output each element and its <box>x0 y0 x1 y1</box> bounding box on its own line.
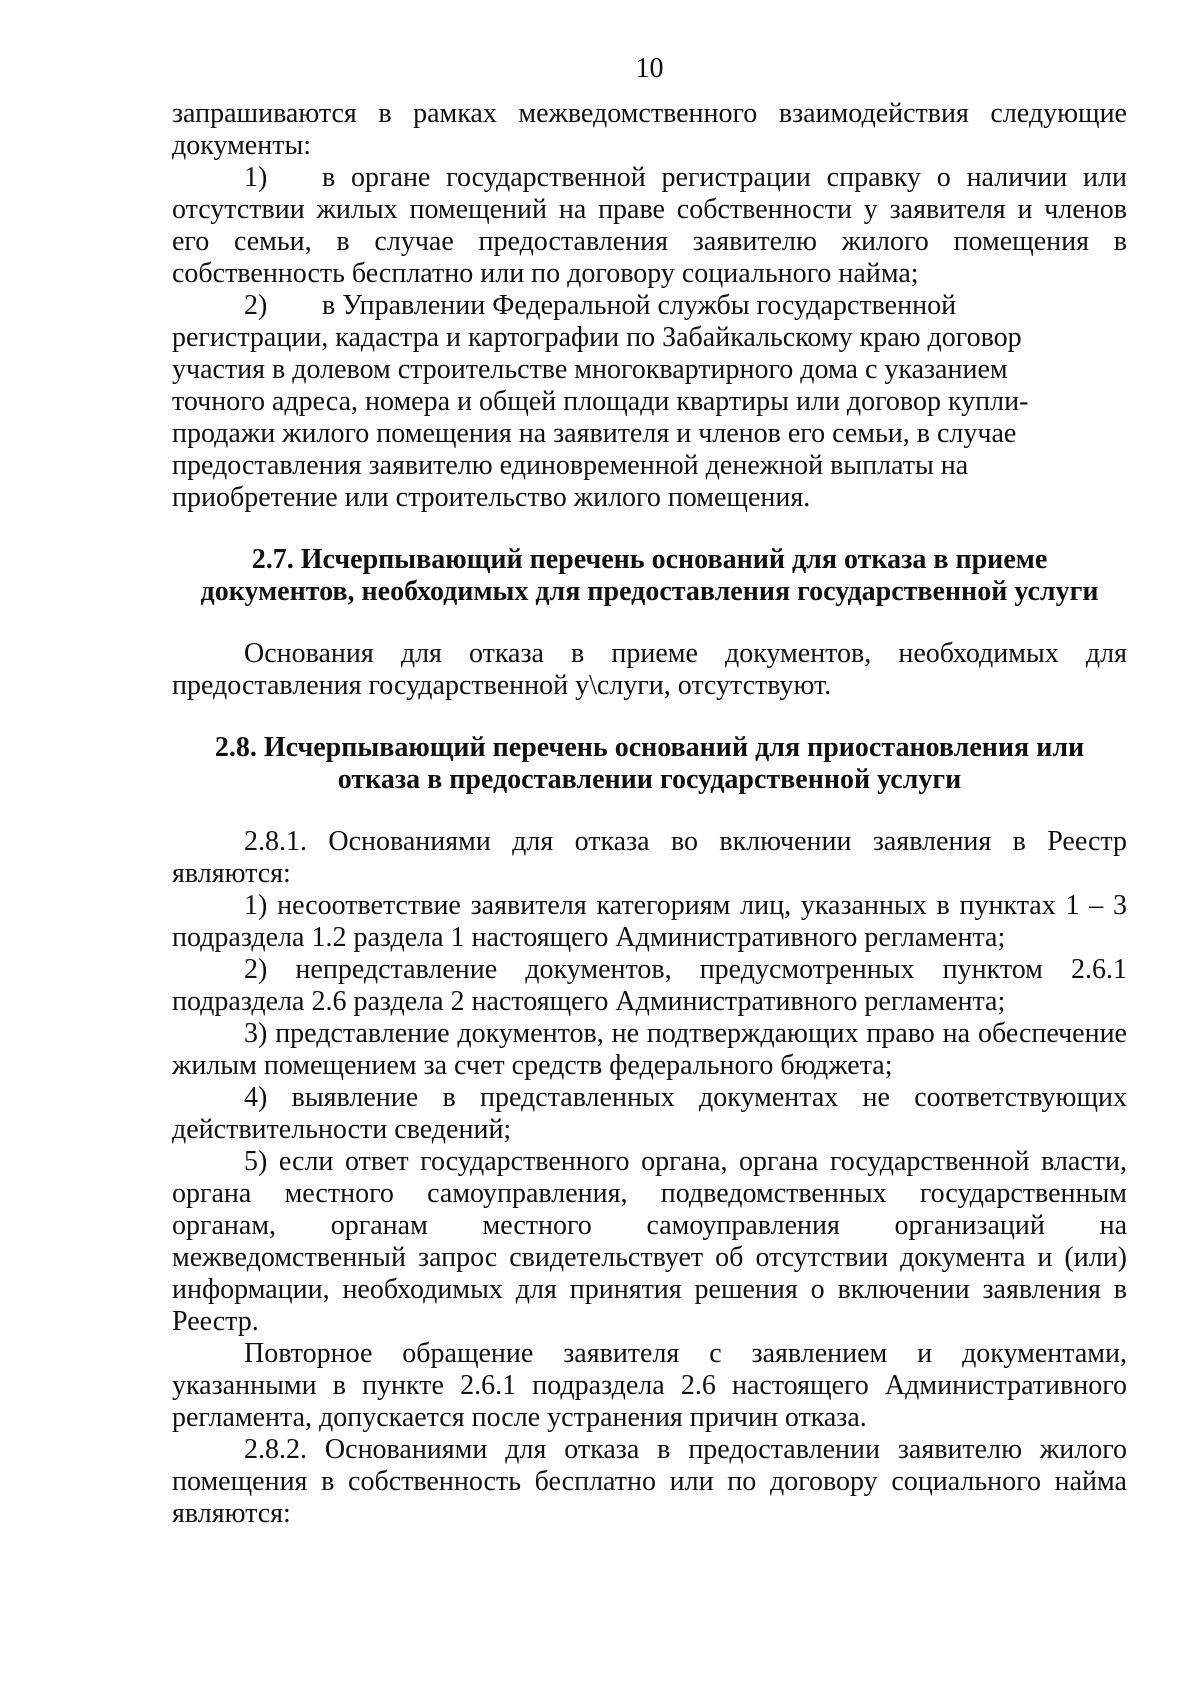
intro-list-item-2 <box>172 290 1127 514</box>
list-item-text: в органе государственной регистрации справку о наличии или отсутствии жилых помещений на праве собственности у заявителя и членов его семьи, в случае предоставления заявителю жилого помещения в собственность бесплатно или по договору социального найма; <box>172 162 1127 289</box>
list-item-line: продажи жилого помещения на заявителя и членов его семьи, в случае <box>172 418 1017 449</box>
list-item-line: точного адреса, номера и общей площади квартиры или договор купли- <box>172 386 1029 417</box>
reason-item-3: 3) представление документов, не подтверждающих право на обеспечение жилым помещением за счет средств федерального бюджета; <box>172 1018 1127 1081</box>
reason-item-1: 1) несоответствие заявителя категориям лиц, указанных в пунктах 1 – 3 подраздела 1.2 раздела 1 настоящего Административного регламента; <box>172 890 1127 953</box>
page-number: 10 <box>635 53 664 84</box>
list-number: 1) <box>244 162 268 193</box>
reason-item-4: 4) выявление в представленных документах не соответствующих действительности сведений; <box>172 1082 1127 1145</box>
list-item-text: в Управлении Федеральной службы государственной <box>322 290 957 321</box>
paragraph-2-8-1: 2.8.1. Основаниями для отказа во включении заявления в Реестр являются: <box>172 826 1127 889</box>
section-heading-2-7: 2.7. Исчерпывающий перечень оснований для отказа в приеме документов, необходимых для предоставления государственной услуги <box>200 544 1099 607</box>
repeat-application-paragraph: Повторное обращение заявителя с заявлением и документами, указанными в пункте 2.6.1 подраздела 2.6 настоящего Административного регламента, допускается после устранения причин отказа. <box>172 1338 1127 1433</box>
paragraph-2-8-2: 2.8.2. Основаниями для отказа в предоставлении заявителю жилого помещения в собственность бесплатно или по договору социального найма являются: <box>172 1434 1127 1529</box>
list-item-line: регистрации, кадастра и картографии по Забайкальскому краю договор <box>172 322 1022 353</box>
list-item-line <box>172 290 1127 322</box>
intro-paragraph: запрашиваются в рамках межведомственного взаимодействия следующие документы: <box>172 98 1127 161</box>
document-page <box>172 52 1127 1530</box>
intro-list-item-1 <box>172 162 1127 290</box>
list-item-line: участия в долевом строительстве многоквартирного дома с указанием <box>172 354 1008 385</box>
reason-item-5: 5) если ответ государственного органа, органа государственной власти, органа местного самоуправления, подведомственных государственным органам, органам местного самоуправления организаций на межведомственный запрос свидетельствует об отсутствии документа и (или) информации, необходимых для принятия решения о включении заявления в Реестр. <box>172 1146 1127 1337</box>
section-heading-2-8: 2.8. Исчерпывающий перечень оснований для приостановления или отказа в предоставлении государственной услуги <box>214 732 1085 795</box>
list-item-line: приобретение или строительство жилого помещения. <box>172 482 811 513</box>
list-item-line: предоставления заявителю единовременной денежной выплаты на <box>172 450 969 481</box>
list-number: 2) <box>244 290 268 321</box>
reason-item-2: 2) непредставление документов, предусмотренных пунктом 2.6.1 подраздела 2.6 раздела 2 настоящего Административного регламента; <box>172 954 1127 1017</box>
section-2-7-text: Основания для отказа в приеме документов, необходимых для предоставления государственной у\слуги, отсутствуют. <box>172 638 1127 701</box>
